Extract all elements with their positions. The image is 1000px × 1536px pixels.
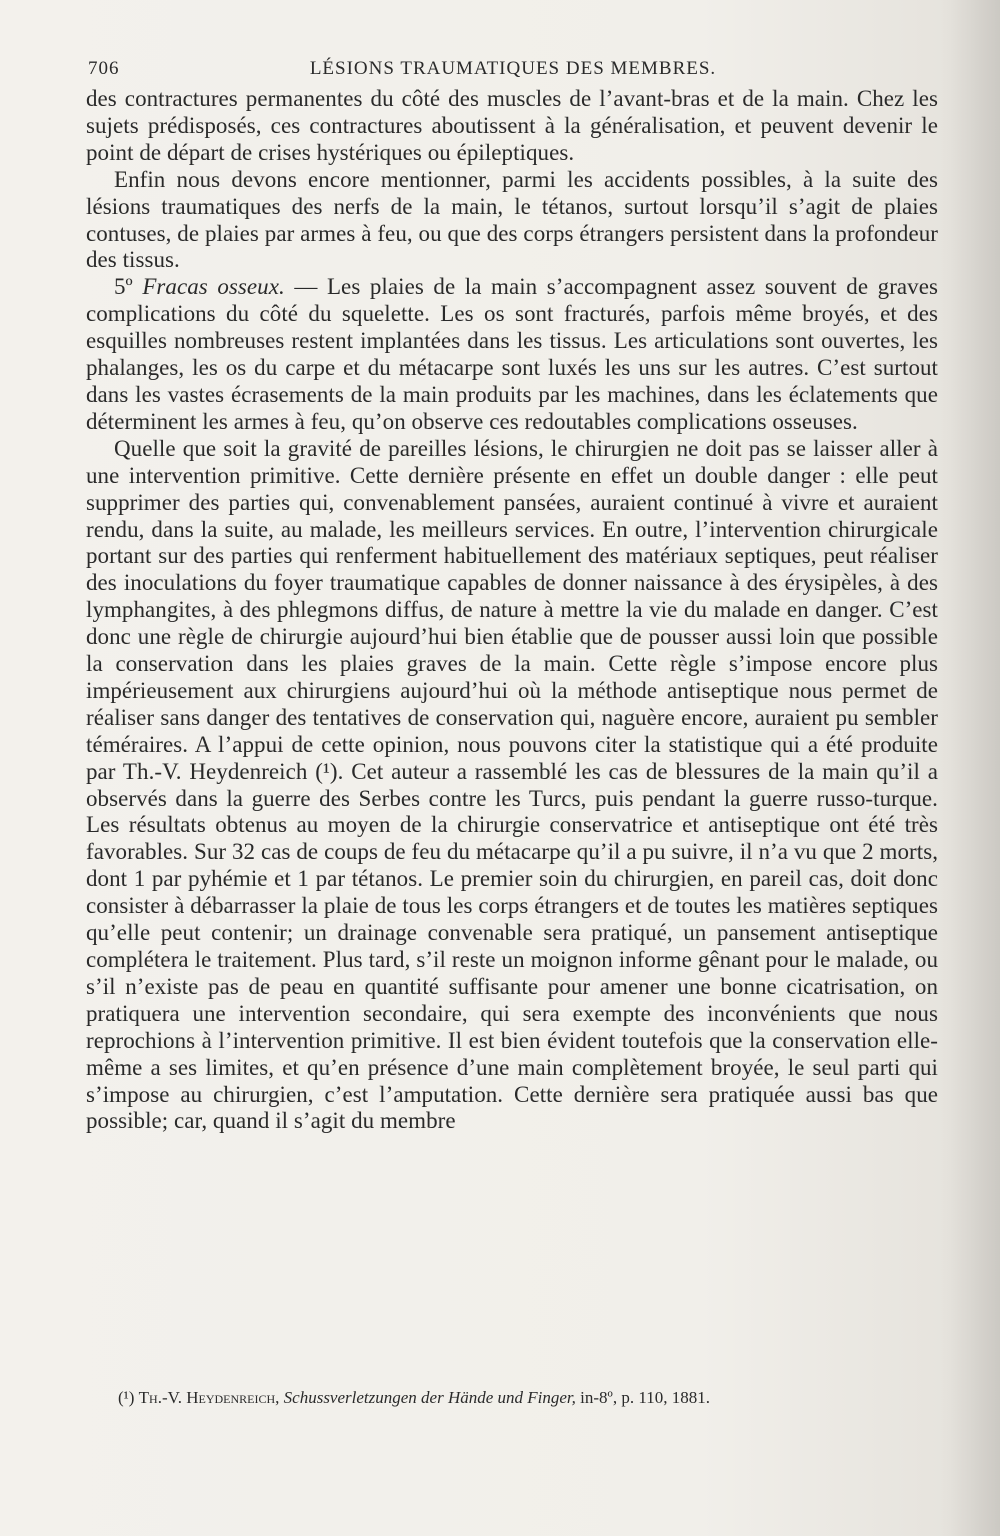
running-title: LÉSIONS TRAUMATIQUES DES MEMBRES. xyxy=(309,58,717,79)
page-number: 706 xyxy=(88,58,120,79)
paragraph: des contractures permanentes du côté des muscles de l’avant-bras et de la main. Chez les sujets prédisposés, ces contractures aboutissent à la généralisation, et peuvent devenir le point de départ de crises hystériques ou épileptiques. xyxy=(86,86,938,165)
body-text xyxy=(86,86,938,1135)
footnote-title: Schussverletzungen der Hände und Finger, xyxy=(283,1388,576,1407)
footnote xyxy=(118,1387,938,1409)
paragraph: Enfin nous devons encore mentionner, parmi les accidents possibles, à la suite des lésions traumatiques des nerfs de la main, le tétanos, surtout lorsqu’il s’agit de plaies contuses, de plaies par armes à feu, ou que des corps étrangers persistent dans la profondeur des tissus. xyxy=(86,166,938,273)
footnote-marker: (¹) xyxy=(118,1388,135,1407)
paragraph xyxy=(86,274,938,435)
page-edge-shadow xyxy=(940,0,1000,1536)
section-heading: Fracas osseux. xyxy=(142,274,285,300)
page-header xyxy=(88,58,938,88)
paragraph-text: — Les plaies de la main s’accompagnent assez souvent de graves complications du côté du squelette. Les os sont fracturés, parfois même broyés, et des esquilles nombreuses restent implantées dans les tissus. Les articulations sont ouvertes, les phalanges, les os du carpe et du métacarpe sont luxés les uns sur les autres. C’est surtout dans les vastes écrasements de la main produits par les machines, dans les éclatements que déterminent les armes à feu, qu’on observe ces redoutables complications osseuses. xyxy=(86,274,938,434)
footnote-details: in-8º, p. 110, 1881. xyxy=(580,1388,710,1407)
section-number: 5º xyxy=(114,274,133,300)
footnote-author: Th.-V. Heydenreich, xyxy=(138,1388,280,1407)
paragraph: Quelle que soit la gravité de pareilles lésions, le chirurgien ne doit pas se laisser aller à une intervention primitive. Cette dernière présente en effet un double danger : elle peut supprimer des parties qui, convenablement pansées, auraient continué à vivre et auraient rendu, dans la suite, au malade, les meilleurs services. En outre, l’intervention chirurgicale portant sur des parties qui renferment habituellement des matériaux septiques, peut réaliser des inoculations du foyer traumatique capables de donner naissance à des érysipèles, à des lymphangites, à des phlegmons diffus, de nature à mettre la vie du malade en danger. C’est donc une règle de chirurgie aujourd’hui bien établie que de pousser aussi loin que possible la conservation dans les plaies graves de la main. Cette règle s’impose encore plus impérieusement aux chirurgiens aujourd’hui où la méthode antiseptique nous permet de réaliser sans danger des tentatives de conservation qui, naguère encore, auraient pu sembler téméraires. A l’appui de cette opinion, nous pouvons citer la statistique qui a été produite par Th.-V. Heydenreich (¹). Cet auteur a rassemblé les cas de blessures de la main qu’il a observés dans la guerre des Serbes contre les Turcs, puis pendant la guerre russo-turque. Les résultats obtenus au moyen de la chirurgie conservatrice et antiseptique ont été très favorables. Sur 32 cas de coups de feu du métacarpe qu’il a pu suivre, il n’a vu que 2 morts, dont 1 par pyhémie et 1 par tétanos. Le premier soin du chirurgien, en pareil cas, doit donc consister à débarrasser la plaie de tous les corps étrangers et de toutes les matières septiques qu’elle peut contenir; un drainage convenable sera pratiqué, un pansement antiseptique complétera le traitement. Plus tard, s’il reste un moignon informe gênant pour le malade, ou s’il n’existe pas de peau en quantité suffisante pour amener une bonne cicatrisation, on pratiquera une intervention secondaire, qui sera exempte des inconvénients que nous reprochions à l’intervention primitive. Il est bien évident toutefois que la conservation elle-même a ses limites, et qu’en présence d’une main complètement broyée, le seul parti qui s’impose au chirurgien, c’est l’amputation. Cette dernière sera pratiquée aussi bas que possible; car, quand il s’agit du membre xyxy=(86,435,938,1134)
